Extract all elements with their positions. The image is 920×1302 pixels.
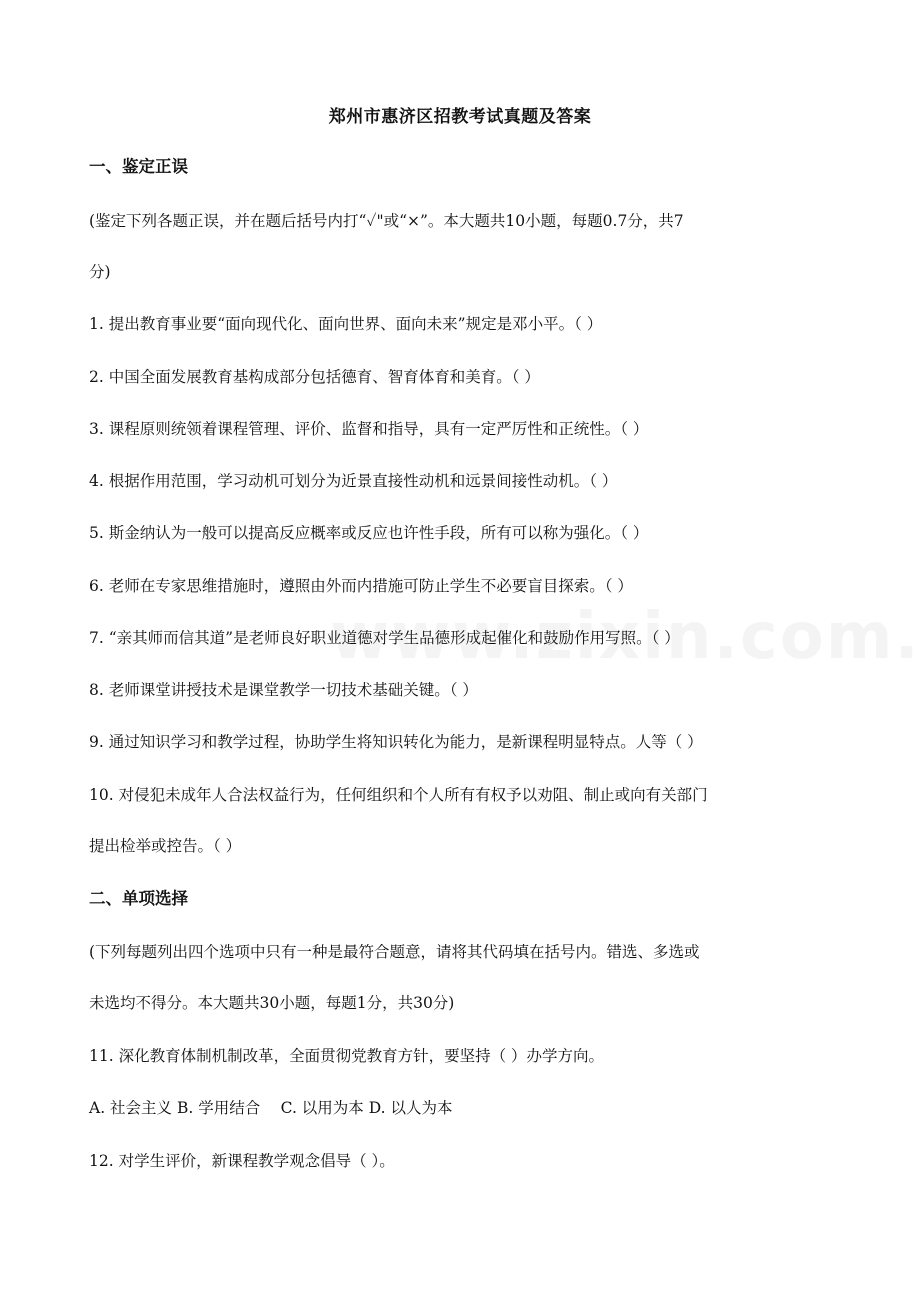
question-5: 5. 斯金纳认为一般可以提高反应概率或反应也许性手段，所有可以称为强化。（ ）	[89, 524, 649, 542]
section-2-heading: 二、单项选择	[89, 889, 188, 908]
question-10-cont: 提出检举或控告。（ ）	[89, 837, 242, 855]
section-1-instructions: (鉴定下列各题正误，并在题后括号内打“✓"或“×”。本大题共10小题，每题0.7分，共7	[89, 212, 684, 230]
section-1-heading: 一、鉴定正误	[89, 157, 188, 176]
question-6: 6. 老师在专家思维措施时，遵照由外而内措施可防止学生不必要盲目探索。（ ）	[89, 577, 633, 595]
section-1-instructions-cont: 分)	[89, 263, 111, 281]
question-11-options: A. 社会主义 B. 学用结合 C. 以用为本 D. 以人为本	[89, 1099, 453, 1117]
question-10: 10. 对侵犯未成年人合法权益行为，任何组织和个人所有有权予以劝阻、制止或向有关部门	[89, 786, 708, 804]
question-8: 8. 老师课堂讲授技术是课堂教学一切技术基础关键。（ ）	[89, 681, 478, 699]
question-2: 2. 中国全面发展教育基构成部分包括德育、智育体育和美育。（ ）	[89, 368, 540, 386]
question-3: 3. 课程原则统领着课程管理、评价、监督和指导，具有一定严厉性和正统性。（ ）	[89, 420, 649, 438]
question-1: 1. 提出教育事业要“面向现代化、面向世界、面向未来”规定是邓小平。（ ）	[89, 315, 603, 333]
document-title: 郑州市惠济区招教考试真题及答案	[328, 107, 592, 127]
question-4: 4. 根据作用范围，学习动机可划分为近景直接性动机和远景间接性动机。（ ）	[89, 472, 618, 490]
section-2-instructions: (下列每题列出四个选项中只有一种是最符合题意，请将其代码填在括号内。错选、多选或	[89, 943, 700, 961]
question-9: 9. 通过知识学习和教学过程，协助学生将知识转化为能力，是新课程明显特点。人等（ ）	[89, 733, 703, 751]
question-11: 11. 深化教育体制机制改革，全面贯彻党教育方针，要坚持（ ）办学方向。	[89, 1047, 605, 1065]
section-2-instructions-cont: 未选均不得分。本大题共30小题，每题1分，共30分)	[89, 994, 455, 1012]
question-12: 12. 对学生评价，新课程教学观念倡导（ ）。	[89, 1152, 395, 1170]
question-7: 7. “亲其师而信其道”是老师良好职业道德对学生品德形成起催化和鼓励作用写照。（ ）	[89, 629, 680, 647]
